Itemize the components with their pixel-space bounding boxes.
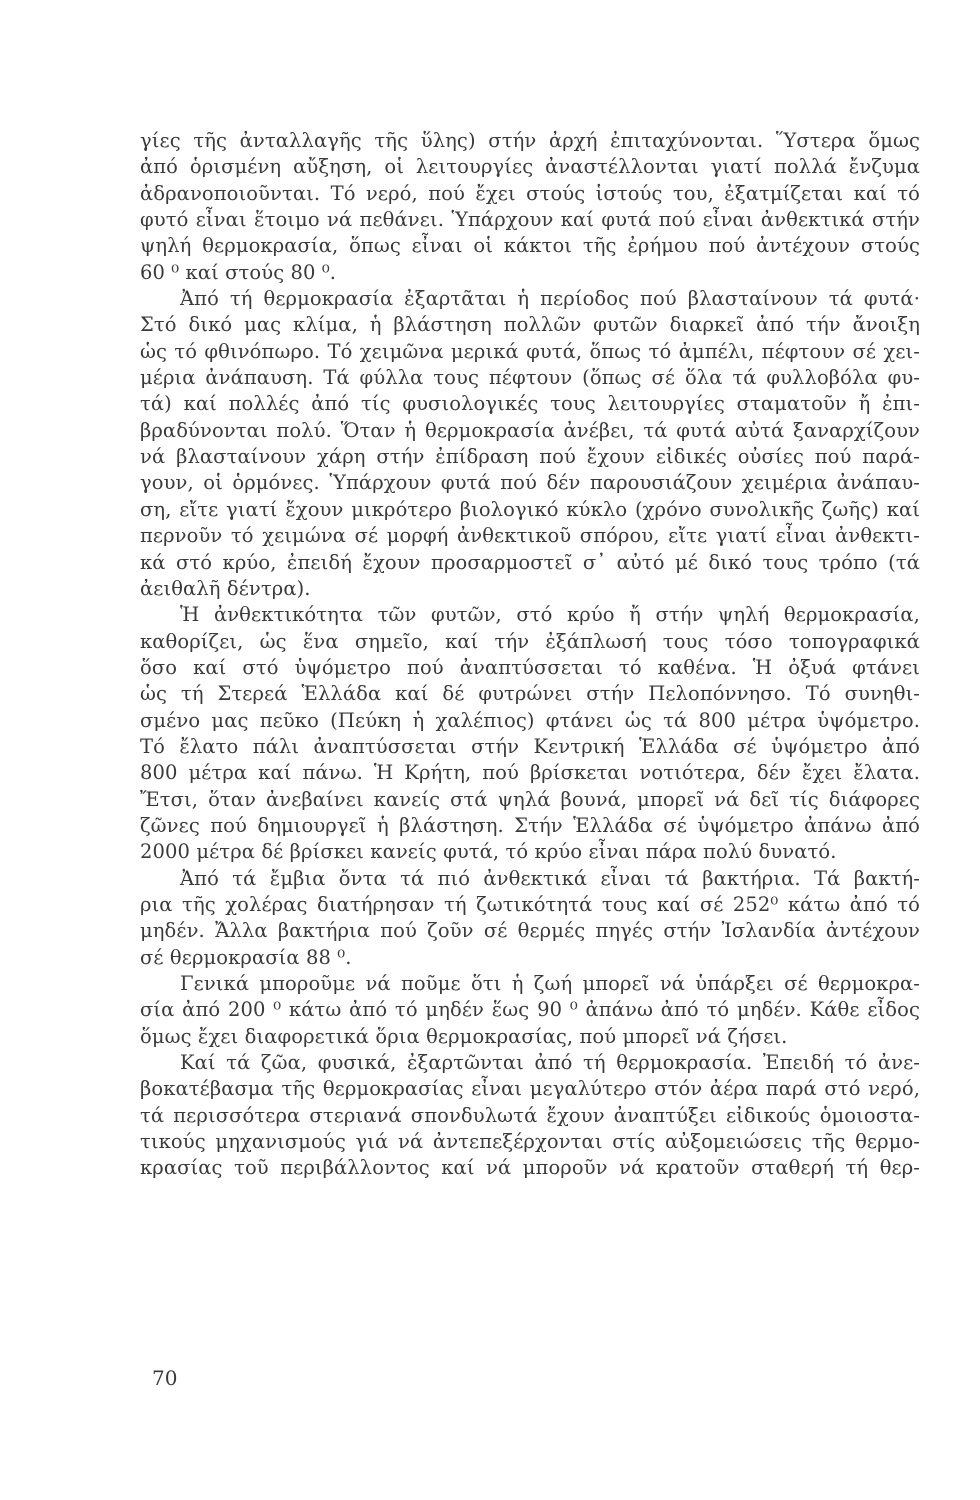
text-line-34: σία ἀπό 200 ⁰ κάτω ἀπό τό μηδέν ἕως 90 ⁰ ἀπάνω ἀπό τό μηδέν. Κάθε εἶδος — [140, 998, 920, 1022]
text-line-12: βραδύνονται πολύ. Ὅταν ἡ θερμοκρασία ἀνέβει, τά φυτά αὐτά ξαναρχίζουν — [140, 418, 920, 442]
text-line-3: ἀδρανοποιοῦνται. Τό νερό, πού ἔχει στούς ἱστούς του, ἐξατμίζεται καί τό — [140, 181, 920, 205]
text-line-26: Ἔτσι, ὅταν ἀνεβαίνει κανείς στά ψηλά βουνά, μπορεῖ νά δεῖ τίς διάφορες — [140, 787, 920, 811]
text-line-13: νά βλασταίνουν χάρη στήν ἐπίδραση πού ἔχουν εἰδικές οὐσίες πού παρά- — [140, 445, 920, 469]
text-line-39: τικούς μηχανισμούς γιά νά ἀντεπεξέρχονται στίς αὐξομειώσεις τῆς θερμο- — [140, 1130, 920, 1154]
text-line-1: γίες τῆς ἀνταλλαγῆς τῆς ὕλης) στήν ἀρχή ἐπιταχύνονται. Ὕστερα ὅμως — [140, 129, 920, 152]
text-line-27: ζῶνες πού δημιουργεῖ ἡ βλάστηση. Στήν Ἑλλάδα σέ ὑψόμετρο ἀπάνω ἀπό — [140, 813, 920, 837]
text-line-28: 2000 μέτρα δέ βρίσκει κανείς φυτά, τό κρύο εἶναι πάρα πολύ δυνατό. — [140, 840, 837, 864]
text-line-32: σέ θερμοκρασία 88 ⁰. — [140, 945, 352, 969]
text-line-31: μηδέν. Ἄλλα βακτήρια πού ζοῦν σέ θερμές πηγές στήν Ἰσλανδία ἀντέχουν — [140, 919, 920, 943]
text-line-40: κρασίας τοῦ περιβάλλοντος καί νά μποροῦν νά κρατοῦν σταθερή τή θερ- — [140, 1156, 920, 1180]
text-line-8: Στό δικό μας κλίμα, ἡ βλάστηση πολλῶν φυτῶν διαρκεῖ ἀπό τήν ἄνοιξη — [140, 313, 920, 337]
text-line-30: ρια τῆς χολέρας διατήρησαν τή ζωτικότητά τους καί σέ 252⁰ κάτω ἀπό τό — [140, 892, 920, 916]
text-line-6: 60 ⁰ καί στούς 80 ⁰. — [140, 260, 337, 284]
text-line-35: ὅμως ἔχει διαφορετικά ὅρια θερμοκρασίας, πού μπορεῖ νά ζήσει. — [140, 1024, 788, 1048]
text-line-4: φυτό εἶναι ἕτοιμο νά πεθάνει. Ὑπάρχουν καί φυτά πού εἶναι ἀνθεκτικά στήν — [140, 208, 920, 232]
text-line-24: Τό ἔλατο πάλι ἀναπτύσσεται στήν Κεντρική Ἑλλάδα σέ ὑψόμετρο ἀπό — [140, 734, 920, 758]
text-line-22: ὡς τή Στερεά Ἑλλάδα καί δέ φυτρώνει στήν Πελοπόννησο. Τό συνηθι- — [140, 682, 920, 706]
text-line-20: καθορίζει, ὡς ἕνα σημεῖο, καί τήν ἐξάπλωσή τους τόσο τοπογραφικά — [140, 629, 920, 653]
text-line-25: 800 μέτρα καί πάνω. Ἡ Κρήτη, πού βρίσκεται νοτιότερα, δέν ἔχει ἔλατα. — [140, 761, 920, 785]
text-line-21: ὅσο καί στό ὑψόμετρο πού ἀναπτύσσεται τό καθένα. Ἡ ὀξυά φτάνει — [140, 655, 920, 679]
text-line-33: Γενικά μποροῦμε νά ποῦμε ὅτι ἡ ζωή μπορεῖ νά ὑπάρξει σέ θερμοκρα- — [180, 972, 920, 995]
text-line-37: βοκατέβασμα τῆς θερμοκρασίας εἶναι μεγαλύτερο στόν ἀέρα παρά στό νερό, — [140, 1077, 920, 1101]
text-line-5: ψηλή θερμοκρασία, ὅπως εἶναι οἱ κάκτοι τῆς ἐρήμου πού ἀντέχουν στούς — [140, 234, 920, 258]
text-line-10: μέρια ἀνάπαυση. Τά φύλλα τους πέφτουν (ὅπως σέ ὅλα τά φυλλοβόλα φυ- — [140, 366, 920, 390]
text-line-38: τά περισσότερα στεριανά σπονδυλωτά ἔχουν ἀναπτύξει εἰδικούς ὁμοιοστα- — [140, 1103, 920, 1127]
text-line-15: ση, εἴτε γιατί ἔχουν μικρότερο βιολογικό κύκλο (χρόνο συνολικῆς ζωῆς) καί — [140, 497, 920, 521]
page-number: 70 — [152, 1366, 178, 1390]
text-line-16: περνοῦν τό χειμώνα σέ μορφή ἀνθεκτικοῦ σπόρου, εἴτε γιατί εἶναι ἀνθεκτι- — [140, 524, 920, 548]
text-line-17: κά στό κρύο, ἐπειδή ἔχουν προσαρμοστεῖ σ᾽ αὐτό μέ δικό τους τρόπο (τά — [140, 550, 920, 574]
text-line-9: ὡς τό φθινόπωρο. Τό χειμῶνα μερικά φυτά, ὅπως τό ἀμπέλι, πέφτουν σέ χει- — [140, 339, 920, 363]
page-text — [140, 128, 920, 1182]
text-line-18: ἀειθαλῆ δέντρα). — [140, 576, 311, 600]
text-line-7: Ἀπό τή θερμοκρασία ἐξαρτᾶται ἡ περίοδος πού βλασταίνουν τά φυτά· — [180, 287, 920, 311]
text-line-19: Ἡ ἀνθεκτικότητα τῶν φυτῶν, στό κρύο ἤ στήν ψηλή θερμοκρασία, — [180, 603, 920, 627]
text-line-14: γουν, οἱ ὁρμόνες. Ὑπάρχουν φυτά πού δέν παρουσιάζουν χειμέρια ἀνάπαυ- — [140, 471, 920, 495]
text-line-11: τά) καί πολλές ἀπό τίς φυσιολογικές τους λειτουργίες σταματοῦν ἤ ἐπι- — [140, 392, 920, 416]
text-line-36: Καί τά ζῶα, φυσικά, ἐξαρτῶνται ἀπό τή θερμοκρασία. Ἐπειδή τό ἀνε- — [180, 1051, 920, 1075]
text-line-2: ἀπό ὁρισμένη αὔξηση, οἱ λειτουργίες ἀναστέλλονται γιατί πολλά ἔνζυμα — [140, 155, 920, 179]
text-line-29: Ἀπό τά ἔμβια ὄντα τά πιό ἀνθεκτικά εἶναι τά βακτήρια. Τά βακτή- — [180, 866, 920, 890]
text-line-23: σμένο μας πεῦκο (Πεύκη ἡ χαλέπιος) φτάνει ὡς τά 800 μέτρα ὑψόμετρο. — [140, 708, 920, 732]
